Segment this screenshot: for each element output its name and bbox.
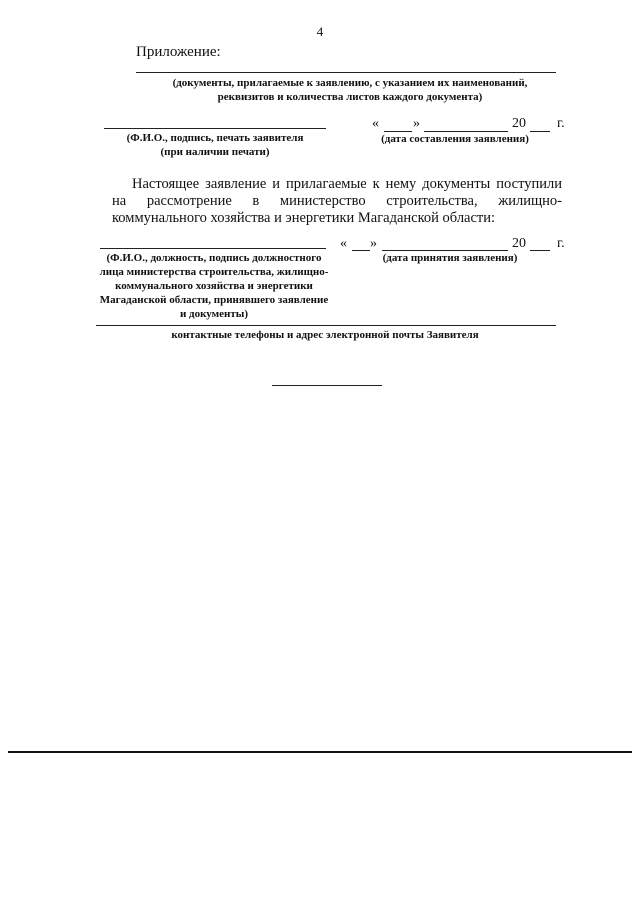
statement-text: Настоящее заявление и прилагаемые к нему документы поступили на рассмотрение в министерство строительства, жилищно-коммунального хозяйства и энергетики Магаданской области: bbox=[112, 176, 562, 226]
application-date-open-quote: « bbox=[372, 116, 379, 131]
official-signature-caption-line: и документы) bbox=[179, 308, 249, 320]
acceptance-date-open-quote: « bbox=[340, 236, 347, 251]
attachments-line bbox=[136, 72, 556, 73]
official-signature-line bbox=[100, 248, 326, 249]
acceptance-date-day-line bbox=[352, 250, 370, 251]
application-date-year-suffix: г. bbox=[557, 116, 565, 131]
contacts-line bbox=[96, 325, 556, 326]
appendix-heading: Приложение: bbox=[136, 44, 221, 60]
acceptance-date-year-prefix: 20 bbox=[512, 236, 526, 251]
acceptance-date-year-line bbox=[530, 250, 550, 251]
page-number: 4 bbox=[316, 24, 324, 39]
attachments-caption-line2: реквизитов и количества листов каждого документа) bbox=[217, 91, 483, 103]
acceptance-date-close-quote: » bbox=[370, 236, 377, 251]
applicant-signature-caption-line1: (Ф.И.О., подпись, печать заявителя bbox=[126, 132, 304, 144]
applicant-signature-caption bbox=[100, 131, 330, 159]
official-signature-caption-line: (Ф.И.О., должность, подпись должностного bbox=[106, 252, 322, 264]
applicant-signature-caption-line2: (при наличии печати) bbox=[160, 146, 270, 158]
application-date-caption: (дата составления заявления) bbox=[381, 133, 529, 145]
statement-paragraph bbox=[112, 176, 562, 227]
end-separator-line bbox=[272, 385, 382, 386]
attachments-caption bbox=[120, 76, 580, 104]
attachments-caption-line1: (документы, прилагаемые к заявлению, с указанием их наименований, bbox=[172, 77, 528, 89]
contacts-caption: контактные телефоны и адрес электронной почты Заявителя bbox=[171, 329, 479, 341]
application-date-year-prefix: 20 bbox=[512, 116, 526, 131]
acceptance-date-caption: (дата принятия заявления) bbox=[382, 252, 518, 264]
applicant-signature-line bbox=[104, 128, 326, 129]
acceptance-date-year-suffix: г. bbox=[557, 236, 565, 251]
official-signature-caption-line: лица министерства строительства, жилищно- bbox=[99, 266, 329, 278]
official-signature-caption-line: коммунального хозяйства и энергетики bbox=[115, 280, 313, 292]
official-signature-caption-line: Магаданской области, принявшего заявление bbox=[99, 294, 329, 306]
official-signature-caption bbox=[96, 251, 332, 321]
bottom-rule bbox=[8, 751, 632, 753]
application-date-close-quote: » bbox=[413, 116, 420, 131]
